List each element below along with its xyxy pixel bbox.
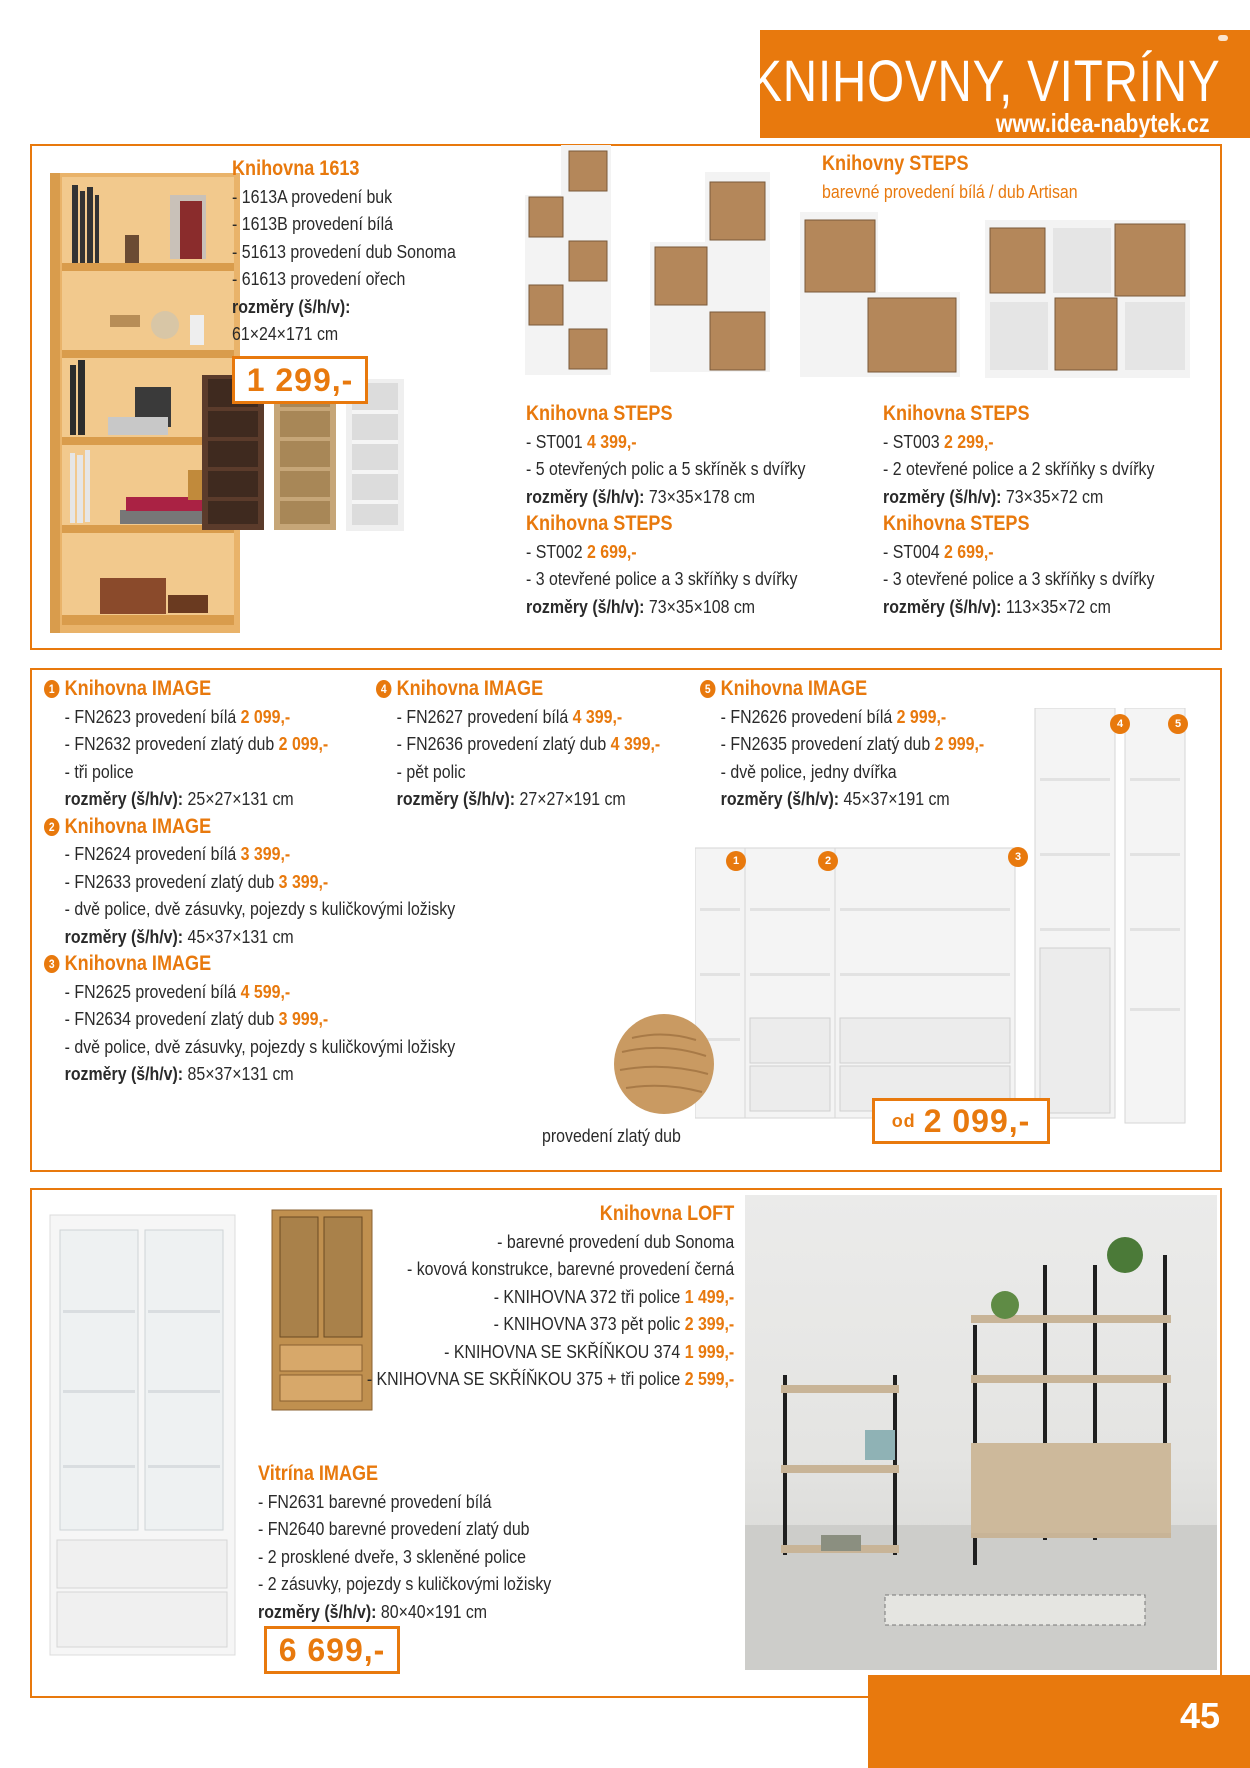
tag-5: 5 xyxy=(1168,714,1188,734)
image-2-title: Knihovna IMAGE xyxy=(64,814,212,838)
image-1-number: 1 xyxy=(44,680,59,698)
header-banner xyxy=(749,30,1250,138)
image-5-number: 5 xyxy=(700,680,715,698)
tag-2: 2 xyxy=(818,851,838,871)
knihovna-1613-line: - 51613 provedení dub Sonoma xyxy=(232,240,456,262)
steps-st004-desc: - 3 otevřené police a 3 skříňky s dvířky xyxy=(883,568,1155,589)
page-title: KNIHOVNY, VITRÍNY xyxy=(749,49,1220,114)
image-2-dims-label: rozměry (š/h/v): xyxy=(64,925,184,947)
steps-st004-price: 2 699,- xyxy=(944,540,994,562)
steps-header-title: Knihovny STEPS xyxy=(822,152,969,175)
image-5-price-white: 2 999,- xyxy=(896,705,947,727)
steps-st002-dims: 73×35×108 cm xyxy=(648,595,756,617)
steps-st001-dims-label: rozměry (š/h/v): xyxy=(526,485,645,507)
image-1-dims-label: rozměry (š/h/v): xyxy=(64,788,184,809)
steps-st002-image xyxy=(650,172,775,377)
steps-st002-title: Knihovna STEPS xyxy=(526,512,673,535)
image-3-line: - FN2625 provedení bílá xyxy=(64,980,237,1002)
loft-price-374: 1 999,- xyxy=(684,1340,734,1362)
image-5-line: - FN2626 provedení bílá xyxy=(720,705,893,727)
image-3-line: - FN2634 provedení zlatý dub xyxy=(64,1008,275,1029)
image-3-price-oak: 3 999,- xyxy=(278,1008,329,1029)
image-2-dims: 45×37×131 cm xyxy=(187,925,294,947)
image-1-line: - FN2623 provedení bílá xyxy=(64,705,237,727)
vitrina-white-image xyxy=(45,1210,240,1670)
vitrina-line: - 2 prosklené dveře, 3 skleněné police xyxy=(258,1545,526,1567)
steps-st001-image xyxy=(525,145,640,380)
image-5-dims-label: rozměry (š/h/v): xyxy=(720,788,840,809)
vitrina-line: - 2 zásuvky, pojezdy s kuličkovými ložisky xyxy=(258,1573,552,1594)
loft-title: Knihovna LOFT xyxy=(599,1202,734,1225)
steps-st004-code: - ST004 xyxy=(883,540,940,562)
steps-st003-image xyxy=(800,212,965,382)
image-3-dims-label: rozměry (š/h/v): xyxy=(64,1063,184,1084)
loft-price-372: 1 499,- xyxy=(684,1285,734,1307)
steps-st004-dims: 113×35×72 cm xyxy=(1005,595,1111,617)
corner-mark xyxy=(1218,35,1228,41)
page-number: 45 xyxy=(1179,1695,1220,1736)
image-3-line: - dvě police, dvě zásuvky, pojezdy s kuličkovými ložisky xyxy=(64,1035,456,1057)
steps-st004-title: Knihovna STEPS xyxy=(883,512,1030,535)
steps-right-block xyxy=(883,400,1154,620)
image-4-title: Knihovna IMAGE xyxy=(396,677,544,700)
image-4-dims-label: rozměry (š/h/v): xyxy=(396,788,516,809)
loft-line: - kovová konstrukce, barevné provedení černá xyxy=(406,1258,734,1279)
image-price-box xyxy=(872,1098,1050,1144)
vitrina-line: - FN2640 barevné provedení zlatý dub xyxy=(258,1518,530,1539)
swatch-label: provedení zlatý dub xyxy=(542,1125,681,1146)
loft-line: - KNIHOVNA 372 tři police xyxy=(493,1285,681,1307)
image-5-dims: 45×37×191 cm xyxy=(843,788,950,809)
image-price-prefix: od xyxy=(891,1110,916,1131)
knihovna-1613-block xyxy=(232,155,456,348)
steps-st001-desc: - 5 otevřených polic a 5 skříněk s dvířky xyxy=(526,458,806,479)
knihovna-1613-price: 1 299,- xyxy=(232,356,368,404)
image-5-title: Knihovna IMAGE xyxy=(720,677,868,700)
image-3-price-white: 4 599,- xyxy=(240,980,291,1002)
steps-st001-price: 4 399,- xyxy=(587,430,637,452)
vitrina-title: Vitrína IMAGE xyxy=(258,1462,379,1485)
steps-header-subtitle: barevné provedení bílá / dub Artisan xyxy=(822,180,1078,202)
steps-st003-desc: - 2 otevřené police a 2 skříňky s dvířky xyxy=(883,458,1155,479)
image-2-number: 2 xyxy=(44,818,59,836)
website-url[interactable]: www.idea-nabytek.cz xyxy=(996,108,1210,138)
steps-st003-title: Knihovna STEPS xyxy=(883,402,1030,425)
image-5-price-oak: 2 999,- xyxy=(934,733,985,754)
steps-st002-price: 2 699,- xyxy=(587,540,637,562)
image-4-price-white: 4 399,- xyxy=(572,705,623,727)
loft-line: - KNIHOVNA SE SKŘÍŇKOU 374 xyxy=(443,1340,681,1362)
image-5-line: - dvě police, jedny dvířka xyxy=(720,760,897,782)
knihovna-1613-line: - 1613A provedení buk xyxy=(232,185,393,207)
steps-st002-desc: - 3 otevřené police a 3 skříňky s dvířky xyxy=(526,568,798,589)
knihovna-1613-line: - 61613 provedení ořech xyxy=(232,268,406,289)
steps-st003-price: 2 299,- xyxy=(944,430,994,452)
steps-st002-code: - ST002 xyxy=(526,540,583,562)
steps-st001-code: - ST001 xyxy=(526,430,583,452)
steps-st003-code: - ST003 xyxy=(883,430,940,452)
image-1-price-oak: 2 099,- xyxy=(278,733,329,754)
knihovna-1613-line: - 1613B provedení bílá xyxy=(232,213,393,234)
vitrina-oak-image xyxy=(262,1205,382,1415)
image-1-dims: 25×27×131 cm xyxy=(187,788,294,809)
tag-1: 1 xyxy=(726,851,746,871)
loft-price-375: 2 599,- xyxy=(684,1368,734,1389)
image-4-number: 4 xyxy=(376,680,391,698)
loft-block xyxy=(367,1200,734,1393)
image-4-line: - pět polic xyxy=(396,760,466,782)
image-3-title: Knihovna IMAGE xyxy=(64,952,212,975)
steps-st004-image xyxy=(985,220,1195,380)
loft-room-photo xyxy=(745,1195,1217,1670)
steps-st002-dims-label: rozměry (š/h/v): xyxy=(526,595,645,617)
image-2-price-oak: 3 399,- xyxy=(278,870,329,892)
page-number-tab xyxy=(868,1675,1250,1768)
steps-left-block xyxy=(526,400,805,620)
image-3-number: 3 xyxy=(44,955,59,973)
vitrina-price: 6 699,- xyxy=(264,1626,400,1674)
knihovna-1613-dims-label: rozměry (š/h/v): xyxy=(232,295,351,317)
steps-st004-dims-label: rozměry (š/h/v): xyxy=(883,595,1002,617)
steps-st001-dims: 73×35×178 cm xyxy=(648,485,756,507)
image-3-dims: 85×37×131 cm xyxy=(187,1063,294,1084)
steps-st003-dims-label: rozměry (š/h/v): xyxy=(883,485,1002,507)
image-4-dims: 27×27×191 cm xyxy=(519,788,626,809)
image-1-price-white: 2 099,- xyxy=(240,705,291,727)
knihovna-1613-title: Knihovna 1613 xyxy=(232,157,360,180)
vitrina-line: - FN2631 barevné provedení bílá xyxy=(258,1490,492,1512)
image-2-price-white: 3 399,- xyxy=(240,843,291,864)
tag-4: 4 xyxy=(1110,714,1130,734)
image-2-line: - FN2633 provedení zlatý dub xyxy=(64,870,275,892)
image-4-price-oak: 4 399,- xyxy=(610,733,661,754)
image-2-line: - FN2624 provedení bílá xyxy=(64,843,237,864)
loft-line: - KNIHOVNA 373 pět polic xyxy=(493,1313,681,1334)
loft-price-373: 2 399,- xyxy=(684,1313,734,1334)
image-4-line: - FN2636 provedení zlatý dub xyxy=(396,733,607,754)
steps-st003-dims: 73×35×72 cm xyxy=(1005,485,1104,507)
vitrina-block xyxy=(258,1460,551,1625)
loft-line: - KNIHOVNA SE SKŘÍŇKOU 375 + tři police xyxy=(366,1368,681,1389)
loft-line: - barevné provedení dub Sonoma xyxy=(496,1230,734,1252)
steps-header xyxy=(822,150,1078,205)
image-2-line: - dvě police, dvě zásuvky, pojezdy s kuličkovými ložisky xyxy=(64,898,456,919)
image-5-line: - FN2635 provedení zlatý dub xyxy=(720,733,931,754)
tag-3: 3 xyxy=(1008,847,1028,867)
oak-swatch-image xyxy=(612,1012,716,1116)
knihovna-1613-dims: 61×24×171 cm xyxy=(232,323,339,344)
steps-st001-title: Knihovna STEPS xyxy=(526,402,673,425)
vitrina-dims: 80×40×191 cm xyxy=(380,1600,488,1622)
image-4-line: - FN2627 provedení bílá xyxy=(396,705,569,727)
image-4-block xyxy=(376,675,660,813)
vitrina-dims-label: rozměry (š/h/v): xyxy=(258,1600,377,1622)
image-1-line: - FN2632 provedení zlatý dub xyxy=(64,733,275,754)
image-bookcases-image xyxy=(695,705,1195,1133)
image-1-line: - tři police xyxy=(64,760,134,782)
image-1-title: Knihovna IMAGE xyxy=(64,677,212,700)
image-price-value: 2 099,- xyxy=(923,1102,1031,1139)
